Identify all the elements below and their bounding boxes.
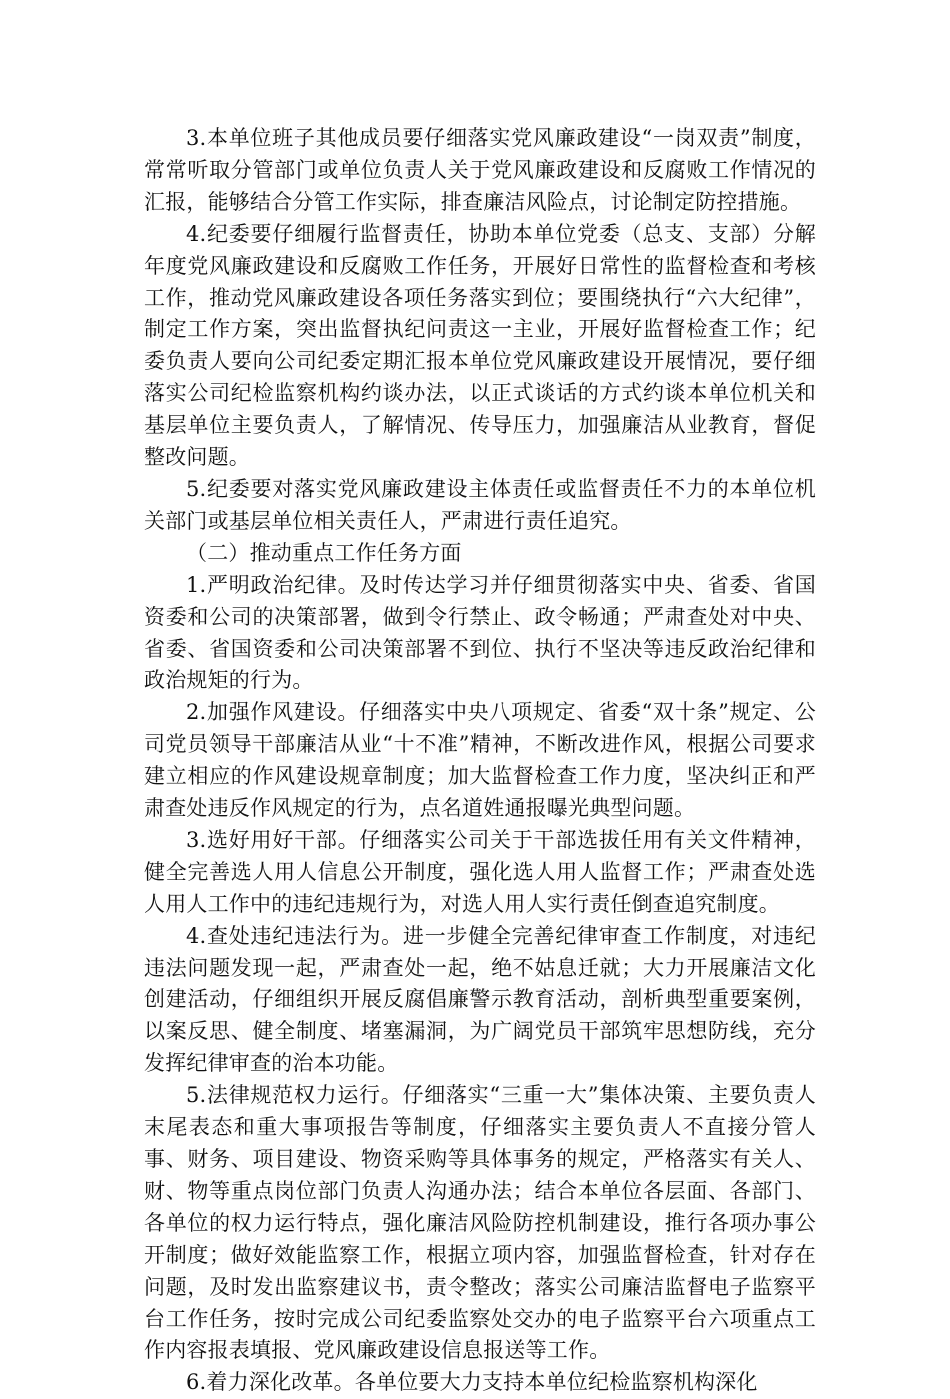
paragraph-6-reform: 6.着力深化改革。各单位要大力支持本单位纪检监察机构深化	[186, 1370, 758, 1395]
paragraph-4-discipline-committee: 4.纪委要仔细履行监督责任，协助本单位党委（总支、支部）分解年度党风廉政建设和反腐败工作任务，开展好日常性的监督检查和考核工作，推动党风廉政建设各项任务落实到位；要围绕执行“六大纪律”，制定工作方案，突出监督执纪问责这一主业，开展好监督检查工作；纪委负责人要向公司纪委定期汇报本单位党风廉政建设开展情况，要仔细落实公司纪检监察机构约谈办法，以正式谈话的方式约谈本单位机关和基层单位主要负责人，了解情况、传导压力，加强廉洁从业教育，督促整改问题。	[144, 221, 816, 470]
paragraph-5-power-regulation: 5.法律规范权力运行。仔细落实“三重一大”集体决策、主要负责人末尾表态和重大事项报告等制度，仔细落实主要负责人不直接分管人事、财务、项目建设、物资采购等具体事务的规定，严格落实有关人、财、物等重点岗位部门负责人沟通办法；结合本单位各层面、各部门、各单位的权力运行特点，强化廉洁风险防控机制建设，推行各项办事公开制度；做好效能监察工作，根据立项内容，加强监督检查，针对存在问题，及时发出监察建议书，责令整改；落实公司廉洁监督电子监察平台工作任务，按时完成公司纪委监察处交办的电子监察平台六项重点工作内容报表填报、党风廉政建设信息报送等工作。	[144, 1083, 816, 1363]
document-body	[144, 123, 816, 1399]
paragraph-3-cadre-selection: 3.选好用好干部。仔细落实公司关于干部选拔任用有关文件精神，健全完善选人用人信息公开制度，强化选人用人监督工作；严肃查处选人用人工作中的违纪违规行为，对选人用人实行责任倒查追究制度。	[144, 827, 816, 916]
paragraph-3-leadership-duties: 3.本单位班子其他成员要仔细落实党风廉政建设“一岗双责”制度，常常听取分管部门或单位负责人关于党风廉政建设和反腐败工作情况的汇报，能够结合分管工作实际，排查廉洁风险点，讨论制定防控措施。	[144, 126, 816, 214]
paragraph-4-investigations: 4.查处违纪违法行为。进一步健全完善纪律审查工作制度，对违纪违法问题发现一起，严肃查处一起，绝不姑息迁就；大力开展廉洁文化创建活动，仔细组织开展反腐倡廉警示教育活动，剖析典型重要案例，以案反思、健全制度、堵塞漏洞，为广阔党员干部筑牢思想防线，充分发挥纪律审查的治本功能。	[144, 923, 816, 1076]
paragraph-1-political-discipline: 1.严明政治纪律。及时传达学习并仔细贯彻落实中央、省委、省国资委和公司的决策部署，做到令行禁止、政令畅通；严肃查处对中央、省委、省国资委和公司决策部署不到位、执行不坚决等违反政治纪律和政治规矩的行为。	[144, 572, 816, 693]
paragraph-2-work-style: 2.加强作风建设。仔细落实中央八项规定、省委“双十条”规定、公司党员领导干部廉洁从业“十不准”精神，不断改进作风，根据公司要求建立相应的作风建设规章制度；加大监督检查工作力度，坚决纠正和严肃查处违反作风规定的行为，点名道姓通报曝光典型问题。	[144, 700, 816, 821]
section-heading-key-tasks: （二）推动重点工作任务方面	[186, 540, 462, 565]
paragraph-5-accountability: 5.纪委要对落实党风廉政建设主体责任或监督责任不力的本单位机关部门或基层单位相关责任人，严肃进行责任追究。	[144, 476, 816, 533]
